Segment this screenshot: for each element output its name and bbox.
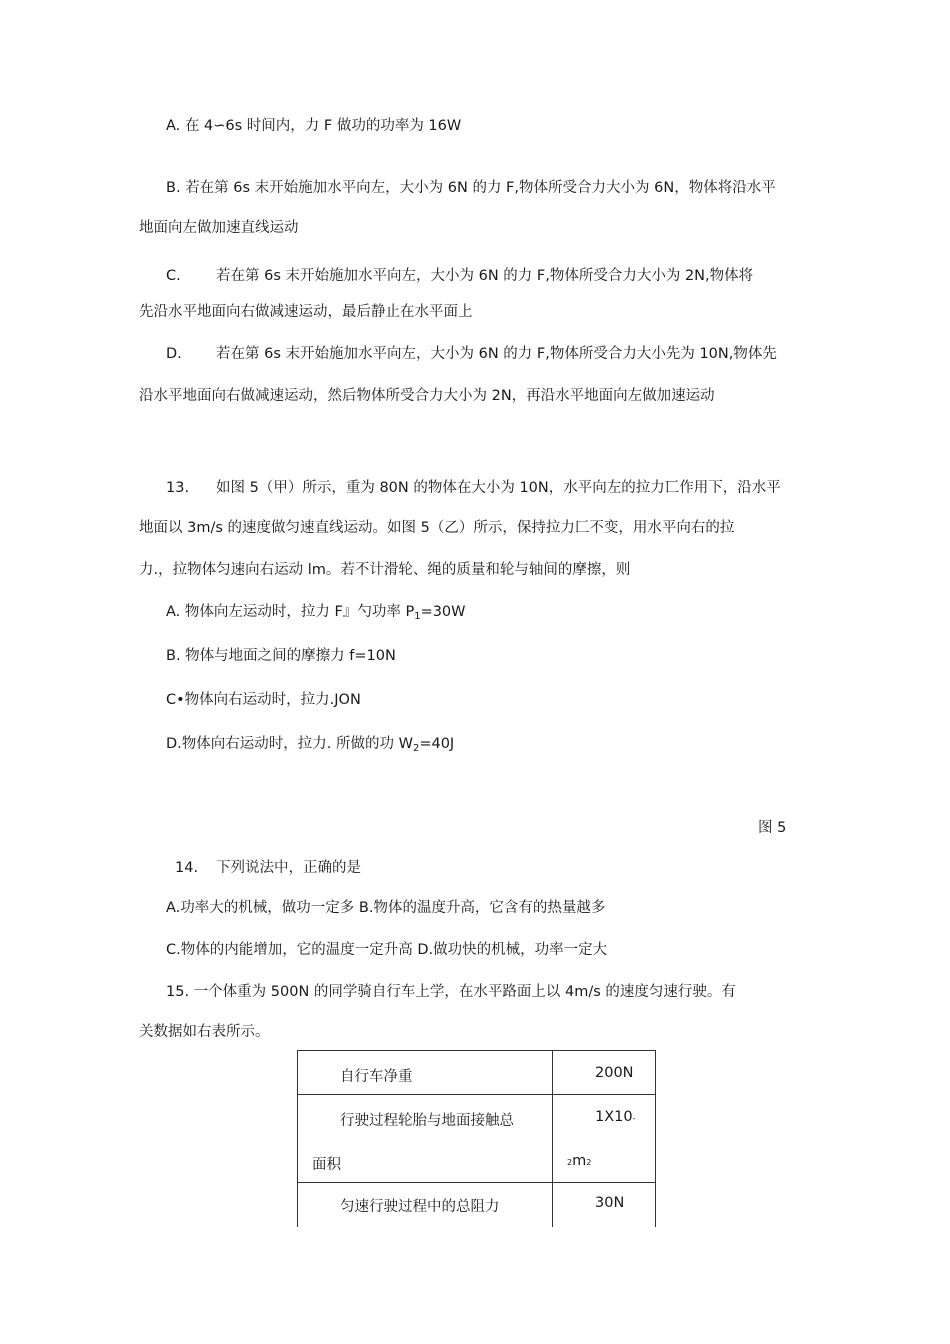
q15-stem-line1: 15. 一个体重为 500N 的同学骑自行车上学，在水平路面上以 4m/s 的速度匀速行驶。有 [166,984,736,1000]
q12-option-d-label: D. [166,346,182,362]
q12-option-a: A. 在 4∽6s 时间内，力 F 做功的功率为 16W [166,118,462,134]
table-cell [298,1095,553,1183]
table-cell [298,1051,553,1095]
table-row [298,1095,656,1183]
table-cell [553,1183,656,1227]
q13-option-d: D.物体向右运动时，拉力. 所做的功 $W_2=40J$ [166,736,455,754]
q12-option-d-line1: 若在第 6s 末开始施加水平向左，大小为 6N 的力 F,物体所受合力大小先为 10N,物体先 [216,346,777,362]
q12-option-b-line1: B. 若在第 6s 末开始施加水平向左，大小为 6N 的力 F,物体所受合力大小为 6N，物体将沿水平 [166,180,776,196]
contact-area-label-line2: 面积 [312,1157,341,1173]
total-resistance-value: 30N [595,1195,625,1211]
q15-stem-line2: 关数据如右表所示。 [139,1024,270,1040]
bicycle-data-table [297,1050,656,1227]
q14-options-line2: C.物体的内能增加，它的温度一定升高 D.做功快的机械，功率一定大 [166,942,608,958]
total-resistance-label: 匀速行驶过程中的总阻力 [340,1199,500,1215]
table-cell [553,1095,656,1183]
contact-area-value: 1X10- [595,1109,636,1125]
q13-option-a: A. 物体向左运动时，拉力 F』勺功率 $P_1=30W$ [166,604,466,622]
q13-option-c: C•物体向右运动时，拉力.JON [166,692,361,708]
table-cell [553,1051,656,1095]
contact-area-label-line1: 行驶过程轮胎与地面接触总 [340,1113,514,1129]
q12-option-c-label: C. [166,268,181,284]
q12-option-c-line2: 先沿水平地面向右做减速运动，最后静止在水平面上 [139,304,473,320]
contact-area-unit: 2m2 [567,1153,592,1169]
net-weight-value: 200N [595,1065,634,1081]
q14-number: 14. [175,860,199,876]
q13-stem-line1: 如图 5（甲）所示，重为 80N 的物体在大小为 10N，水平向左的拉力匸作用下，沿水平 [216,480,781,496]
q14-options-line1: A.功率大的机械，做功一定多 B.物体的温度升高，它含有的热量越多 [166,900,606,916]
table-cell [298,1183,553,1227]
figure-5-caption: 图 5 [758,820,787,836]
table-row [298,1051,656,1095]
table-row [298,1183,656,1227]
q12-option-d-line2: 沿水平地面向右做减速运动，然后物体所受合力大小为 2N，再沿水平地面向左做加速运动 [139,388,715,404]
q13-stem-line3: 力.，拉物体匀速向右运动 lm。若不计滑轮、绳的质量和轮与轴间的摩擦，则 [139,562,631,578]
q13-stem-line2: 地面以 3m/s 的速度做匀速直线运动。如图 5（乙）所示，保持拉力匚不变，用水平向右的拉 [139,520,735,536]
net-weight-label: 自行车净重 [340,1069,413,1085]
q14-stem: 下列说法中，正确的是 [216,860,361,876]
q13-number: 13. [166,480,190,496]
q12-option-b-line2: 地面向左做加速直线运动 [139,220,299,236]
q12-option-c-line1: 若在第 6s 末开始施加水平向左，大小为 6N 的力 F,物体所受合力大小为 2N,物体将 [216,268,754,284]
q13-option-b: B. 物体与地面之间的摩擦力 f=10N [166,648,396,664]
